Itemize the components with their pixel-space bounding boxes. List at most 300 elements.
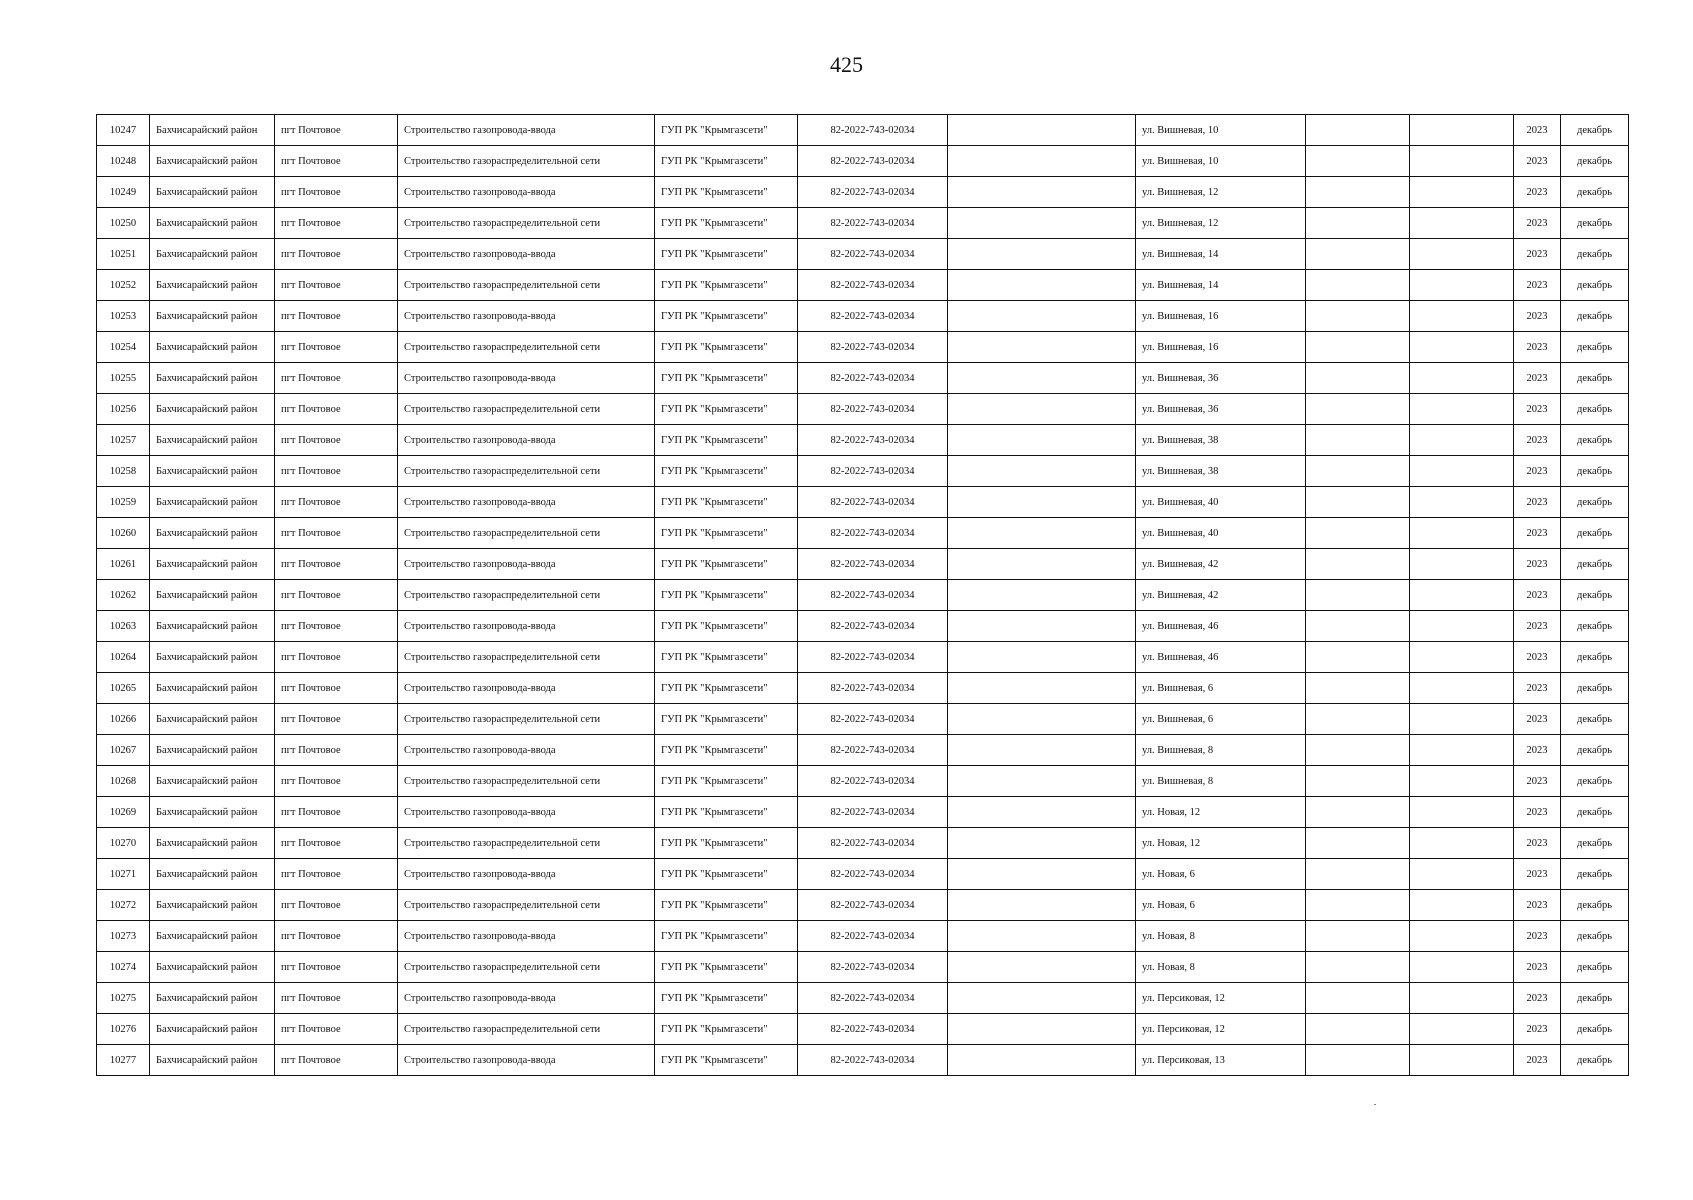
row-number-cell: 10247 [97, 115, 150, 146]
settlement-cell: пгт Почтовое [275, 952, 398, 983]
organization-cell: ГУП РК "Крымгазсети" [655, 580, 798, 611]
empty-cell [1410, 766, 1514, 797]
work-type-cell: Строительство газораспределительной сети [398, 766, 655, 797]
month-cell: декабрь [1561, 301, 1629, 332]
table-row [97, 673, 1629, 704]
month-cell: декабрь [1561, 177, 1629, 208]
settlement-cell: пгт Почтовое [275, 828, 398, 859]
work-type-cell: Строительство газораспределительной сети [398, 456, 655, 487]
month-cell: декабрь [1561, 673, 1629, 704]
empty-cell [1306, 921, 1410, 952]
settlement-cell: пгт Почтовое [275, 704, 398, 735]
settlement-cell: пгт Почтовое [275, 890, 398, 921]
organization-cell: ГУП РК "Крымгазсети" [655, 921, 798, 952]
year-cell: 2023 [1514, 394, 1561, 425]
district-cell: Бахчисарайский район [150, 983, 275, 1014]
registry-code-cell: 82-2022-743-02034 [798, 456, 948, 487]
organization-cell: ГУП РК "Крымгазсети" [655, 456, 798, 487]
district-cell: Бахчисарайский район [150, 642, 275, 673]
table-row [97, 239, 1629, 270]
district-cell: Бахчисарайский район [150, 828, 275, 859]
year-cell: 2023 [1514, 487, 1561, 518]
address-cell: ул. Вишневая, 12 [1136, 208, 1306, 239]
year-cell: 2023 [1514, 301, 1561, 332]
registry-code-cell: 82-2022-743-02034 [798, 611, 948, 642]
row-number-cell: 10273 [97, 921, 150, 952]
settlement-cell: пгт Почтовое [275, 766, 398, 797]
year-cell: 2023 [1514, 425, 1561, 456]
address-cell: ул. Вишневая, 12 [1136, 177, 1306, 208]
empty-cell [1306, 239, 1410, 270]
empty-cell [948, 301, 1136, 332]
month-cell: декабрь [1561, 146, 1629, 177]
settlement-cell: пгт Почтовое [275, 363, 398, 394]
empty-cell [1410, 363, 1514, 394]
registry-code-cell: 82-2022-743-02034 [798, 425, 948, 456]
settlement-cell: пгт Почтовое [275, 642, 398, 673]
table-row [97, 611, 1629, 642]
work-type-cell: Строительство газопровода-ввода [398, 425, 655, 456]
row-number-cell: 10270 [97, 828, 150, 859]
table-row [97, 301, 1629, 332]
year-cell: 2023 [1514, 735, 1561, 766]
empty-cell [948, 115, 1136, 146]
district-cell: Бахчисарайский район [150, 611, 275, 642]
scan-speck [1374, 1104, 1376, 1105]
work-type-cell: Строительство газораспределительной сети [398, 518, 655, 549]
empty-cell [948, 611, 1136, 642]
organization-cell: ГУП РК "Крымгазсети" [655, 487, 798, 518]
row-number-cell: 10276 [97, 1014, 150, 1045]
row-number-cell: 10268 [97, 766, 150, 797]
registry-code-cell: 82-2022-743-02034 [798, 394, 948, 425]
empty-cell [1306, 797, 1410, 828]
organization-cell: ГУП РК "Крымгазсети" [655, 363, 798, 394]
registry-code-cell: 82-2022-743-02034 [798, 828, 948, 859]
district-cell: Бахчисарайский район [150, 1014, 275, 1045]
table-row [97, 828, 1629, 859]
table-row [97, 456, 1629, 487]
row-number-cell: 10258 [97, 456, 150, 487]
registry-code-cell: 82-2022-743-02034 [798, 983, 948, 1014]
registry-code-cell: 82-2022-743-02034 [798, 766, 948, 797]
empty-cell [1306, 363, 1410, 394]
empty-cell [1410, 394, 1514, 425]
row-number-cell: 10263 [97, 611, 150, 642]
year-cell: 2023 [1514, 890, 1561, 921]
year-cell: 2023 [1514, 1014, 1561, 1045]
district-cell: Бахчисарайский район [150, 456, 275, 487]
month-cell: декабрь [1561, 704, 1629, 735]
organization-cell: ГУП РК "Крымгазсети" [655, 983, 798, 1014]
table-row [97, 270, 1629, 301]
settlement-cell: пгт Почтовое [275, 394, 398, 425]
row-number-cell: 10264 [97, 642, 150, 673]
empty-cell [1410, 952, 1514, 983]
registry-code-cell: 82-2022-743-02034 [798, 580, 948, 611]
row-number-cell: 10271 [97, 859, 150, 890]
organization-cell: ГУП РК "Крымгазсети" [655, 146, 798, 177]
year-cell: 2023 [1514, 456, 1561, 487]
work-type-cell: Строительство газораспределительной сети [398, 1014, 655, 1045]
empty-cell [1306, 673, 1410, 704]
work-type-cell: Строительство газопровода-ввода [398, 487, 655, 518]
work-type-cell: Строительство газопровода-ввода [398, 859, 655, 890]
month-cell: декабрь [1561, 425, 1629, 456]
registry-code-cell: 82-2022-743-02034 [798, 797, 948, 828]
empty-cell [1306, 270, 1410, 301]
empty-cell [1306, 828, 1410, 859]
work-type-cell: Строительство газопровода-ввода [398, 673, 655, 704]
work-type-cell: Строительство газораспределительной сети [398, 704, 655, 735]
empty-cell [1410, 828, 1514, 859]
empty-cell [1306, 611, 1410, 642]
empty-cell [948, 952, 1136, 983]
work-type-cell: Строительство газопровода-ввода [398, 983, 655, 1014]
work-type-cell: Строительство газопровода-ввода [398, 611, 655, 642]
year-cell: 2023 [1514, 859, 1561, 890]
empty-cell [1306, 394, 1410, 425]
district-cell: Бахчисарайский район [150, 549, 275, 580]
empty-cell [1306, 1045, 1410, 1076]
address-cell: ул. Вишневая, 6 [1136, 704, 1306, 735]
district-cell: Бахчисарайский район [150, 921, 275, 952]
table-row [97, 766, 1629, 797]
empty-cell [948, 487, 1136, 518]
row-number-cell: 10272 [97, 890, 150, 921]
district-cell: Бахчисарайский район [150, 394, 275, 425]
district-cell: Бахчисарайский район [150, 1045, 275, 1076]
row-number-cell: 10256 [97, 394, 150, 425]
month-cell: декабрь [1561, 1014, 1629, 1045]
empty-cell [1410, 704, 1514, 735]
empty-cell [1306, 146, 1410, 177]
address-cell: ул. Вишневая, 38 [1136, 425, 1306, 456]
row-number-cell: 10260 [97, 518, 150, 549]
month-cell: декабрь [1561, 394, 1629, 425]
year-cell: 2023 [1514, 549, 1561, 580]
empty-cell [1306, 1014, 1410, 1045]
row-number-cell: 10255 [97, 363, 150, 394]
month-cell: декабрь [1561, 363, 1629, 394]
organization-cell: ГУП РК "Крымгазсети" [655, 301, 798, 332]
month-cell: декабрь [1561, 766, 1629, 797]
district-cell: Бахчисарайский район [150, 177, 275, 208]
month-cell: декабрь [1561, 797, 1629, 828]
registry-code-cell: 82-2022-743-02034 [798, 363, 948, 394]
month-cell: декабрь [1561, 611, 1629, 642]
month-cell: декабрь [1561, 859, 1629, 890]
district-cell: Бахчисарайский район [150, 673, 275, 704]
month-cell: декабрь [1561, 735, 1629, 766]
registry-code-cell: 82-2022-743-02034 [798, 332, 948, 363]
empty-cell [1306, 301, 1410, 332]
year-cell: 2023 [1514, 828, 1561, 859]
settlement-cell: пгт Почтовое [275, 518, 398, 549]
year-cell: 2023 [1514, 704, 1561, 735]
organization-cell: ГУП РК "Крымгазсети" [655, 704, 798, 735]
settlement-cell: пгт Почтовое [275, 983, 398, 1014]
work-type-cell: Строительство газопровода-ввода [398, 115, 655, 146]
work-type-cell: Строительство газораспределительной сети [398, 208, 655, 239]
row-number-cell: 10265 [97, 673, 150, 704]
table-row [97, 952, 1629, 983]
empty-cell [948, 518, 1136, 549]
table-row [97, 115, 1629, 146]
table-row [97, 363, 1629, 394]
year-cell: 2023 [1514, 611, 1561, 642]
month-cell: декабрь [1561, 239, 1629, 270]
year-cell: 2023 [1514, 797, 1561, 828]
month-cell: декабрь [1561, 828, 1629, 859]
table-row [97, 146, 1629, 177]
month-cell: декабрь [1561, 208, 1629, 239]
month-cell: декабрь [1561, 518, 1629, 549]
empty-cell [1410, 735, 1514, 766]
settlement-cell: пгт Почтовое [275, 456, 398, 487]
work-type-cell: Строительство газораспределительной сети [398, 890, 655, 921]
month-cell: декабрь [1561, 115, 1629, 146]
registry-rows [97, 115, 1629, 1076]
organization-cell: ГУП РК "Крымгазсети" [655, 394, 798, 425]
registry-table [96, 114, 1629, 1076]
settlement-cell: пгт Почтовое [275, 146, 398, 177]
registry-code-cell: 82-2022-743-02034 [798, 549, 948, 580]
organization-cell: ГУП РК "Крымгазсети" [655, 735, 798, 766]
empty-cell [1306, 177, 1410, 208]
empty-cell [1410, 890, 1514, 921]
table-row [97, 518, 1629, 549]
empty-cell [1306, 580, 1410, 611]
address-cell: ул. Персиковая, 12 [1136, 1014, 1306, 1045]
empty-cell [1410, 983, 1514, 1014]
district-cell: Бахчисарайский район [150, 580, 275, 611]
empty-cell [1410, 487, 1514, 518]
registry-code-cell: 82-2022-743-02034 [798, 704, 948, 735]
organization-cell: ГУП РК "Крымгазсети" [655, 270, 798, 301]
table-row [97, 735, 1629, 766]
year-cell: 2023 [1514, 952, 1561, 983]
address-cell: ул. Вишневая, 8 [1136, 735, 1306, 766]
empty-cell [1410, 332, 1514, 363]
organization-cell: ГУП РК "Крымгазсети" [655, 673, 798, 704]
address-cell: ул. Вишневая, 36 [1136, 363, 1306, 394]
empty-cell [1410, 518, 1514, 549]
month-cell: декабрь [1561, 952, 1629, 983]
address-cell: ул. Персиковая, 13 [1136, 1045, 1306, 1076]
district-cell: Бахчисарайский район [150, 487, 275, 518]
row-number-cell: 10248 [97, 146, 150, 177]
district-cell: Бахчисарайский район [150, 425, 275, 456]
district-cell: Бахчисарайский район [150, 301, 275, 332]
month-cell: декабрь [1561, 1045, 1629, 1076]
address-cell: ул. Вишневая, 42 [1136, 580, 1306, 611]
work-type-cell: Строительство газораспределительной сети [398, 580, 655, 611]
empty-cell [1410, 580, 1514, 611]
settlement-cell: пгт Почтовое [275, 1045, 398, 1076]
empty-cell [1306, 704, 1410, 735]
empty-cell [948, 208, 1136, 239]
empty-cell [948, 921, 1136, 952]
work-type-cell: Строительство газопровода-ввода [398, 921, 655, 952]
work-type-cell: Строительство газопровода-ввода [398, 363, 655, 394]
empty-cell [948, 270, 1136, 301]
year-cell: 2023 [1514, 580, 1561, 611]
year-cell: 2023 [1514, 921, 1561, 952]
empty-cell [1410, 1014, 1514, 1045]
row-number-cell: 10251 [97, 239, 150, 270]
work-type-cell: Строительство газопровода-ввода [398, 549, 655, 580]
organization-cell: ГУП РК "Крымгазсети" [655, 952, 798, 983]
empty-cell [1306, 735, 1410, 766]
settlement-cell: пгт Почтовое [275, 301, 398, 332]
month-cell: декабрь [1561, 890, 1629, 921]
empty-cell [948, 549, 1136, 580]
district-cell: Бахчисарайский район [150, 704, 275, 735]
year-cell: 2023 [1514, 239, 1561, 270]
table-row [97, 797, 1629, 828]
month-cell: декабрь [1561, 642, 1629, 673]
address-cell: ул. Вишневая, 16 [1136, 301, 1306, 332]
empty-cell [1410, 208, 1514, 239]
empty-cell [1410, 1045, 1514, 1076]
address-cell: ул. Новая, 8 [1136, 921, 1306, 952]
organization-cell: ГУП РК "Крымгазсети" [655, 177, 798, 208]
month-cell: декабрь [1561, 270, 1629, 301]
empty-cell [1410, 611, 1514, 642]
year-cell: 2023 [1514, 673, 1561, 704]
settlement-cell: пгт Почтовое [275, 425, 398, 456]
settlement-cell: пгт Почтовое [275, 735, 398, 766]
empty-cell [948, 1045, 1136, 1076]
empty-cell [1410, 177, 1514, 208]
registry-code-cell: 82-2022-743-02034 [798, 952, 948, 983]
registry-code-cell: 82-2022-743-02034 [798, 673, 948, 704]
month-cell: декабрь [1561, 456, 1629, 487]
month-cell: декабрь [1561, 549, 1629, 580]
district-cell: Бахчисарайский район [150, 518, 275, 549]
organization-cell: ГУП РК "Крымгазсети" [655, 332, 798, 363]
district-cell: Бахчисарайский район [150, 332, 275, 363]
empty-cell [948, 983, 1136, 1014]
year-cell: 2023 [1514, 146, 1561, 177]
page-number: 425 [830, 52, 863, 77]
empty-cell [948, 735, 1136, 766]
district-cell: Бахчисарайский район [150, 890, 275, 921]
row-number-cell: 10275 [97, 983, 150, 1014]
month-cell: декабрь [1561, 983, 1629, 1014]
district-cell: Бахчисарайский район [150, 146, 275, 177]
address-cell: ул. Новая, 6 [1136, 859, 1306, 890]
organization-cell: ГУП РК "Крымгазсети" [655, 642, 798, 673]
registry-code-cell: 82-2022-743-02034 [798, 208, 948, 239]
work-type-cell: Строительство газораспределительной сети [398, 332, 655, 363]
address-cell: ул. Вишневая, 46 [1136, 642, 1306, 673]
registry-code-cell: 82-2022-743-02034 [798, 859, 948, 890]
table-row [97, 1014, 1629, 1045]
table-row [97, 177, 1629, 208]
year-cell: 2023 [1514, 642, 1561, 673]
empty-cell [1410, 642, 1514, 673]
empty-cell [1410, 115, 1514, 146]
table-row [97, 890, 1629, 921]
organization-cell: ГУП РК "Крымгазсети" [655, 549, 798, 580]
empty-cell [1306, 642, 1410, 673]
empty-cell [948, 797, 1136, 828]
address-cell: ул. Вишневая, 14 [1136, 239, 1306, 270]
organization-cell: ГУП РК "Крымгазсети" [655, 1014, 798, 1045]
district-cell: Бахчисарайский район [150, 208, 275, 239]
registry-code-cell: 82-2022-743-02034 [798, 239, 948, 270]
empty-cell [1306, 456, 1410, 487]
address-cell: ул. Вишневая, 16 [1136, 332, 1306, 363]
month-cell: декабрь [1561, 921, 1629, 952]
registry-code-cell: 82-2022-743-02034 [798, 177, 948, 208]
address-cell: ул. Новая, 12 [1136, 797, 1306, 828]
row-number-cell: 10262 [97, 580, 150, 611]
address-cell: ул. Новая, 6 [1136, 890, 1306, 921]
settlement-cell: пгт Почтовое [275, 673, 398, 704]
table-row [97, 983, 1629, 1014]
district-cell: Бахчисарайский район [150, 363, 275, 394]
year-cell: 2023 [1514, 1045, 1561, 1076]
empty-cell [948, 642, 1136, 673]
empty-cell [1306, 208, 1410, 239]
year-cell: 2023 [1514, 363, 1561, 394]
work-type-cell: Строительство газораспределительной сети [398, 270, 655, 301]
empty-cell [948, 177, 1136, 208]
year-cell: 2023 [1514, 766, 1561, 797]
registry-code-cell: 82-2022-743-02034 [798, 270, 948, 301]
empty-cell [1410, 239, 1514, 270]
address-cell: ул. Вишневая, 6 [1136, 673, 1306, 704]
organization-cell: ГУП РК "Крымгазсети" [655, 828, 798, 859]
district-cell: Бахчисарайский район [150, 270, 275, 301]
table-row [97, 642, 1629, 673]
year-cell: 2023 [1514, 983, 1561, 1014]
month-cell: декабрь [1561, 580, 1629, 611]
empty-cell [1410, 859, 1514, 890]
row-number-cell: 10253 [97, 301, 150, 332]
table-row [97, 208, 1629, 239]
registry-code-cell: 82-2022-743-02034 [798, 115, 948, 146]
empty-cell [948, 394, 1136, 425]
empty-cell [948, 859, 1136, 890]
empty-cell [948, 332, 1136, 363]
table-row [97, 921, 1629, 952]
empty-cell [1410, 549, 1514, 580]
empty-cell [948, 704, 1136, 735]
settlement-cell: пгт Почтовое [275, 549, 398, 580]
district-cell: Бахчисарайский район [150, 735, 275, 766]
year-cell: 2023 [1514, 518, 1561, 549]
empty-cell [948, 425, 1136, 456]
registry-code-cell: 82-2022-743-02034 [798, 890, 948, 921]
year-cell: 2023 [1514, 177, 1561, 208]
row-number-cell: 10267 [97, 735, 150, 766]
registry-code-cell: 82-2022-743-02034 [798, 642, 948, 673]
year-cell: 2023 [1514, 332, 1561, 363]
row-number-cell: 10261 [97, 549, 150, 580]
table-row [97, 332, 1629, 363]
work-type-cell: Строительство газораспределительной сети [398, 828, 655, 859]
organization-cell: ГУП РК "Крымгазсети" [655, 518, 798, 549]
table-row [97, 487, 1629, 518]
empty-cell [948, 456, 1136, 487]
empty-cell [1306, 859, 1410, 890]
organization-cell: ГУП РК "Крымгазсети" [655, 797, 798, 828]
table-row [97, 580, 1629, 611]
